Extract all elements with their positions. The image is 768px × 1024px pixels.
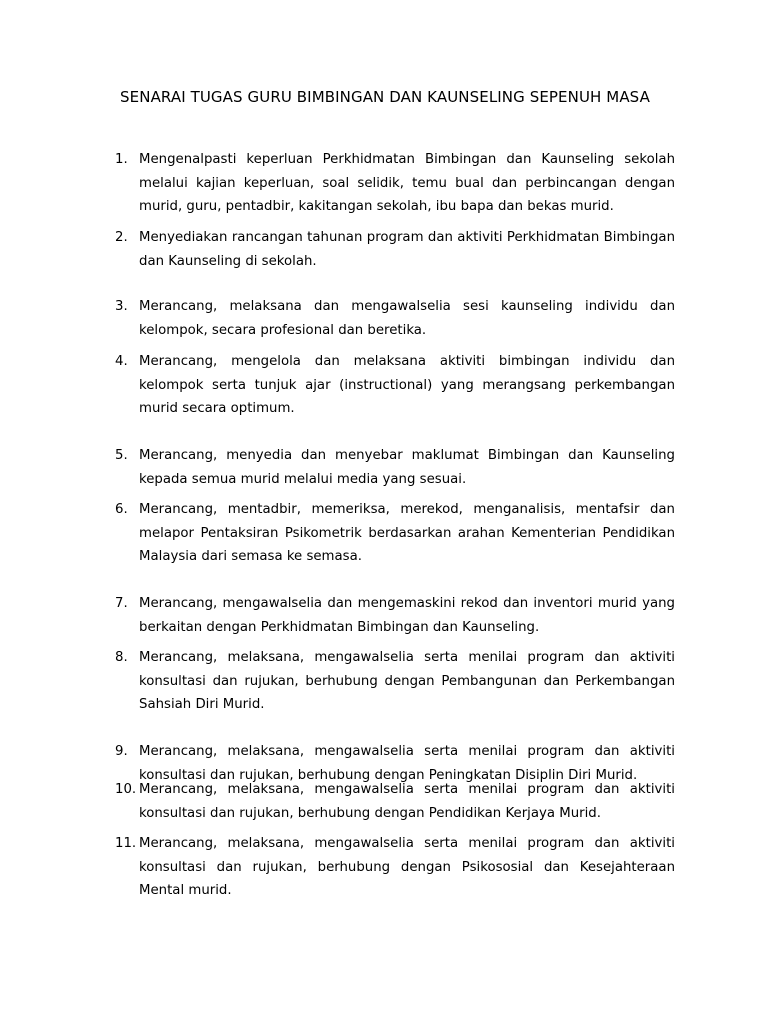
list-item [115,592,675,639]
list-item-number: 11. [115,836,137,851]
list-item-text: Mengenalpasti keperluan Perkhidmatan Bimbingan dan Kaunseling sekolah melalui kajian keperluan, soal selidik, temu bual dan perbincangan dengan murid, guru, pentadbir, kakitangan sekolah, ibu bapa dan bekas murid. [139,152,675,214]
list-item-number: 3. [115,299,128,314]
list-item-number: 5. [115,448,128,463]
list-item-number: 10. [115,782,137,797]
list-item-number: 9. [115,744,128,759]
list-item-text: Merancang, mentadbir, memeriksa, merekod, menganalisis, mentafsir dan melapor Pentaksiran Psikometrik berdasarkan arahan Kementerian Pendidikan Malaysia dari semasa ke semasa. [139,502,675,564]
list-item [115,295,675,342]
list-item-text: Merancang, menyedia dan menyebar maklumat Bimbingan dan Kaunseling kepada semua murid melalui media yang sesuai. [139,448,675,487]
list-item [115,226,675,273]
list-item-text: Merancang, mengawalselia dan mengemaskini rekod dan inventori murid yang berkaitan dengan Perkhidmatan Bimbingan dan Kaunseling. [139,596,675,635]
list-item-number: 2. [115,230,128,245]
list-item-text: Merancang, melaksana, mengawalselia serta menilai program dan aktiviti konsultasi dan rujukan, berhubung dengan Psikososial dan Kesejahteraan Mental murid. [139,836,675,898]
list-item-text: Merancang, melaksana, mengawalselia serta menilai program dan aktiviti konsultasi dan rujukan, berhubung dengan Pembangunan dan Perkembangan Sahsiah Diri Murid. [139,650,675,712]
list-item-number: 4. [115,354,128,369]
list-item-number: 8. [115,650,128,665]
list-item-text: Merancang, melaksana dan mengawalselia sesi kaunseling individu dan kelompok, secara profesional dan beretika. [139,299,675,338]
list-item [115,350,675,421]
list-item-number: 7. [115,596,128,611]
list-item-number: 1. [115,152,128,167]
document-title: SENARAI TUGAS GURU BIMBINGAN DAN KAUNSELING SEPENUH MASA [120,88,650,106]
list-item [115,646,675,717]
list-item-number: 6. [115,502,128,517]
list-item-text: Merancang, mengelola dan melaksana aktiviti bimbingan individu dan kelompok serta tunjuk ajar (instructional) yang merangsang perkembangan murid secara optimum. [139,354,675,416]
list-item [115,148,675,219]
list-item [115,498,675,569]
list-item-text: Merancang, melaksana, mengawalselia serta menilai program dan aktiviti konsultasi dan rujukan, berhubung dengan Pendidikan Kerjaya Murid. [139,782,675,821]
list-item-text: Merancang, melaksana, mengawalselia serta menilai program dan aktiviti konsultasi dan rujukan, berhubung dengan Peningkatan Disiplin Diri Murid. [139,744,675,783]
list-item [115,778,675,825]
list-item [115,444,675,491]
list-item [115,832,675,903]
list-item-text: Menyediakan rancangan tahunan program dan aktiviti Perkhidmatan Bimbingan dan Kaunseling di sekolah. [139,230,675,269]
